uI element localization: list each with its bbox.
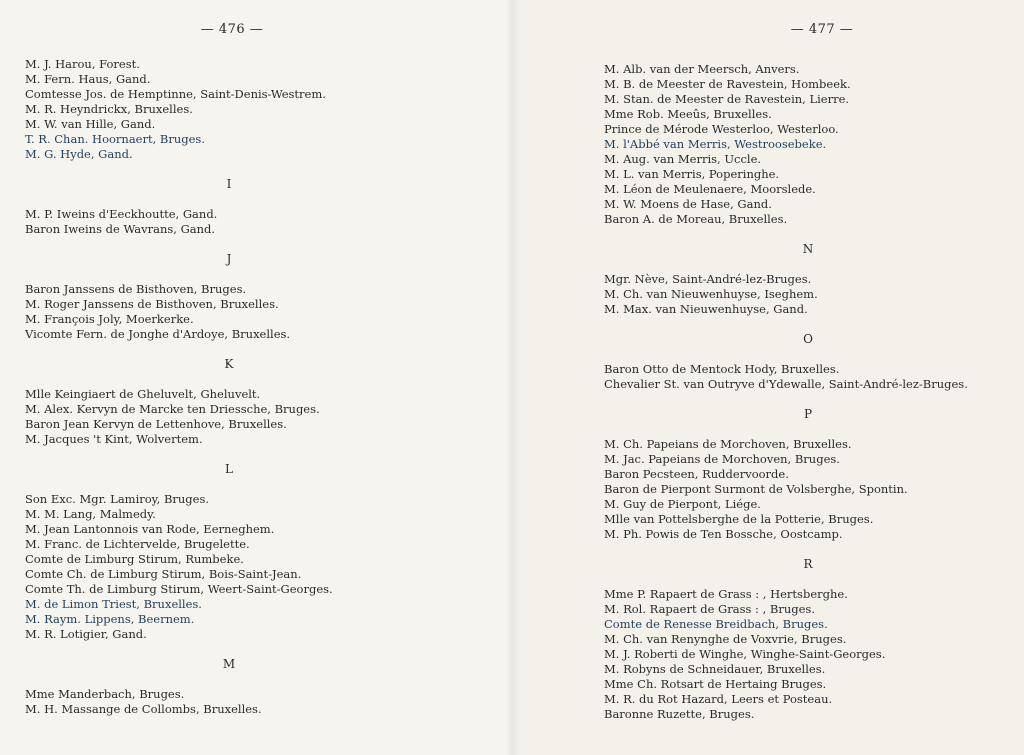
section-letter-m: M [222, 657, 236, 671]
list-item: M. G. Hyde, Gand. [25, 147, 133, 161]
list-item: Vicomte Fern. de Jonghe d'Ardoye, Bruxelles. [25, 327, 291, 341]
list-item: M. Jean Lantonnois van Rode, Eerneghem. [25, 522, 275, 536]
list-item: M. W. van Hille, Gand. [25, 117, 156, 131]
list-item: Mme Manderbach, Bruges. [25, 687, 185, 701]
list-item: Baron A. de Moreau, Bruxelles. [604, 212, 788, 226]
list-item: M. Fern. Haus, Gand. [25, 72, 151, 86]
list-item: M. Guy de Pierpont, Liége. [604, 497, 761, 511]
list-item: M. Raym. Lippens, Beernem. [25, 612, 195, 626]
list-item: M. B. de Meester de Ravestein, Hombeek. [604, 77, 851, 91]
list-item: Mme Ch. Rotsart de Hertaing Bruges. [604, 677, 827, 691]
list-item: Comte de Limburg Stirum, Rumbeke. [25, 552, 244, 566]
list-item: M. Robyns de Schneidauer, Bruxelles. [604, 662, 826, 676]
list-item: M. W. Moens de Hase, Gand. [604, 197, 772, 211]
list-item: Baron Iweins de Wavrans, Gand. [25, 222, 216, 236]
list-item: Mlle Keingiaert de Gheluvelt, Gheluvelt. [25, 387, 261, 401]
section-letter-o: O [803, 332, 813, 346]
section-letter-i: I [226, 177, 232, 191]
list-item: M. Roger Janssens de Bisthoven, Bruxelles. [25, 297, 279, 311]
list-item: Comte Ch. de Limburg Stirum, Bois-Saint-Jean. [25, 567, 302, 581]
section-letter-p: P [803, 407, 813, 421]
left-column [25, 57, 495, 717]
list-item: Mme P. Rapaert de Grass : , Hertsberghe. [604, 587, 848, 601]
list-item: M. Franc. de Lichtervelde, Brugelette. [25, 537, 250, 551]
list-item: M. R. du Rot Hazard, Leers et Posteau. [604, 692, 833, 706]
list-item: Son Exc. Mgr. Lamiroy, Bruges. [25, 492, 210, 506]
list-item: M. J. Roberti de Winghe, Winghe-Saint-Georges. [604, 647, 886, 661]
list-item: Chevalier St. van Outryve d'Ydewalle, Saint-André-lez-Bruges. [604, 377, 968, 391]
book-gutter [505, 0, 519, 755]
list-item: M. Jacques 't Kint, Wolvertem. [25, 432, 203, 446]
list-item: M. l'Abbé van Merris, Westroosebeke. [604, 137, 827, 151]
list-item: Baron Janssens de Bisthoven, Bruges. [25, 282, 247, 296]
list-item: M. R. Heyndrickx, Bruxelles. [25, 102, 193, 116]
list-item: M. Jac. Papeians de Morchoven, Bruges. [604, 452, 840, 466]
list-item: M. Rol. Rapaert de Grass : , Bruges. [604, 602, 815, 616]
list-item: M. François Joly, Moerkerke. [25, 312, 194, 326]
list-item: M. Ch. van Nieuwenhuyse, Iseghem. [604, 287, 818, 301]
list-item: M. Aug. van Merris, Uccle. [604, 152, 762, 166]
list-item: M. Ph. Powis de Ten Bossche, Oostcamp. [604, 527, 843, 541]
list-item: Baron Jean Kervyn de Lettenhove, Bruxelles. [25, 417, 287, 431]
section-letter-n: N [802, 242, 814, 256]
list-item: Comtesse Jos. de Hemptinne, Saint-Denis-Westrem. [25, 87, 326, 101]
page-number: — 477 — [790, 22, 854, 37]
list-item: M. Max. van Nieuwenhuyse, Gand. [604, 302, 808, 316]
list-item: M. Alex. Kervyn de Marcke ten Driessche, Bruges. [25, 402, 320, 416]
list-item: Mlle van Pottelsberghe de la Potterie, Bruges. [604, 512, 874, 526]
list-item: Comte de Renesse Breidbach, Bruges. [604, 617, 828, 631]
list-item: M. P. Iweins d'Eeckhoutte, Gand. [25, 207, 218, 221]
list-item: M. Alb. van der Meersch, Anvers. [604, 62, 800, 76]
list-item: M. L. van Merris, Poperinghe. [604, 167, 780, 181]
section-letter-k: K [224, 357, 234, 371]
list-item: M. Ch. Papeians de Morchoven, Bruxelles. [604, 437, 852, 451]
section-letter-j: J [226, 252, 232, 266]
list-item: Mgr. Nève, Saint-André-lez-Bruges. [604, 272, 812, 286]
list-item: M. J. Harou, Forest. [25, 57, 140, 71]
list-item: Prince de Mérode Westerloo, Westerloo. [604, 122, 839, 136]
list-item: Baron de Pierpont Surmont de Volsberghe, Spontin. [604, 482, 908, 496]
list-item: Baronne Ruzette, Bruges. [604, 707, 755, 721]
list-item: M. de Limon Triest, Bruxelles. [25, 597, 202, 611]
list-item: M. R. Lotigier, Gand. [25, 627, 147, 641]
list-item: Mme Rob. Meeûs, Bruxelles. [604, 107, 772, 121]
right-page [512, 0, 1024, 755]
list-item: T. R. Chan. Hoornaert, Bruges. [25, 132, 205, 146]
page-number: — 476 — [200, 22, 264, 37]
right-column [604, 62, 1024, 722]
list-item: M. Stan. de Meester de Ravestein, Lierre. [604, 92, 850, 106]
list-item: Baron Otto de Mentock Hody, Bruxelles. [604, 362, 840, 376]
list-item: M. M. Lang, Malmedy. [25, 507, 156, 521]
list-item: Baron Pecsteen, Ruddervoorde. [604, 467, 789, 481]
section-letter-r: R [803, 557, 813, 571]
section-letter-l: L [225, 462, 233, 476]
list-item: M. Léon de Meulenaere, Moorslede. [604, 182, 816, 196]
list-item: M. H. Massange de Collombs, Bruxelles. [25, 702, 262, 716]
list-item: M. Ch. van Renynghe de Voxvrie, Bruges. [604, 632, 847, 646]
list-item: Comte Th. de Limburg Stirum, Weert-Saint-Georges. [25, 582, 333, 596]
